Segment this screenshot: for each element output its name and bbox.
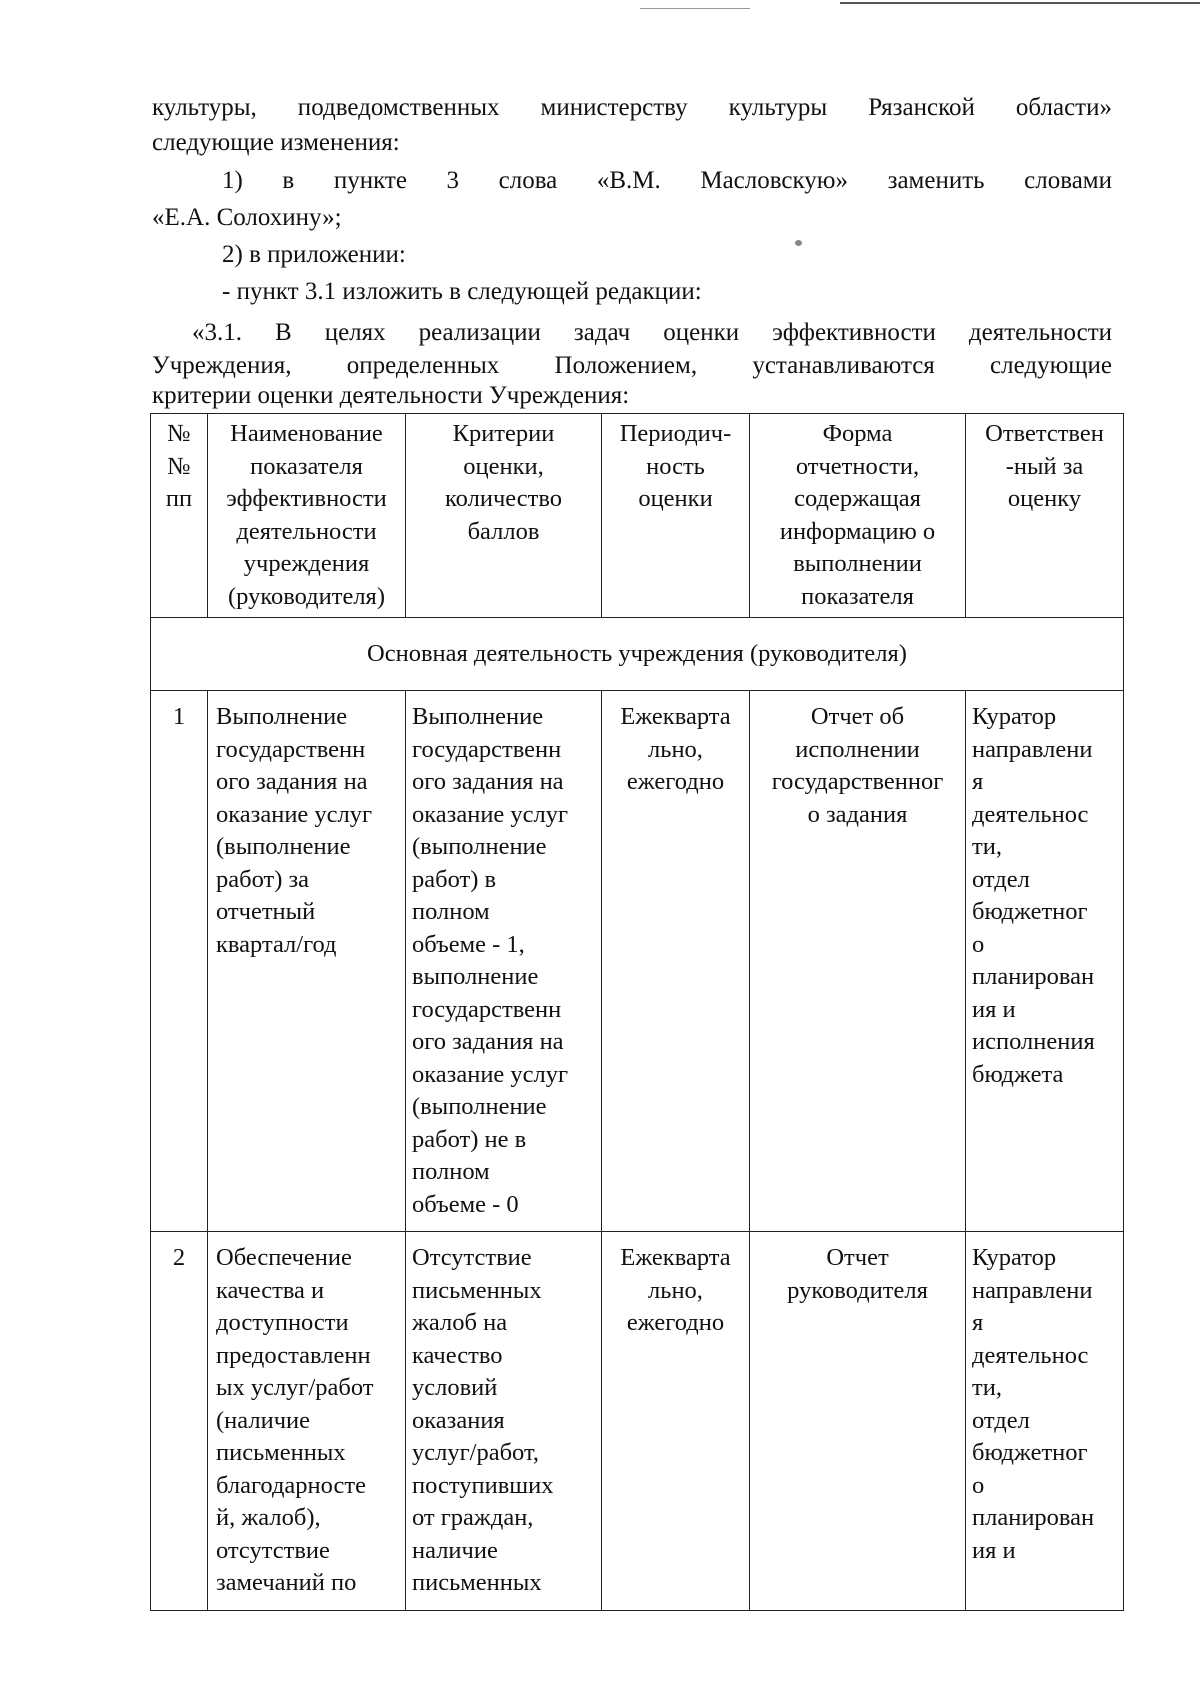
paragraph-line-3: 1) в пункте 3 слова «В.М. Масловскую» заменить словами [222,167,1112,194]
header-periodicity: Периодич- ность оценки [602,414,750,618]
row-report-form: Отчет руководителя [750,1232,966,1611]
paragraph-line-8: Учреждения, определенных Положением, устанавливаются следующие [152,352,1112,379]
row-criteria: Отсутствие письменных жалоб на качество условий оказания услуг/работ, поступивших от граждан, наличие письменных [406,1232,602,1611]
paragraph-line-1: культуры, подведомственных министерству культуры Рязанской области» [152,94,1112,121]
row-responsible: Куратор направлени я деятельнос ти, отдел бюджетног о планирован ия и исполнения бюджета [966,691,1124,1232]
paragraph-line-9: критерии оценки деятельности Учреждения: [152,382,630,409]
table-row [151,691,1124,1232]
section-title: Основная деятельность учреждения (руководителя) [151,618,1124,691]
row-indicator-name: Выполнение государственн ого задания на оказание услуг (выполнение работ) за отчетный квартал/год [208,691,406,1232]
criteria-table [150,413,1124,1611]
header-criteria: Критерии оценки, количество баллов [406,414,602,618]
paragraph-line-4: «Е.А. Солохину»; [152,204,342,231]
row-number: 2 [151,1232,208,1611]
header-number: № № пп [151,414,208,618]
paragraph-line-2: следующие изменения: [152,129,400,156]
row-responsible: Куратор направлени я деятельнос ти, отдел бюджетног о планирован ия и [966,1232,1124,1611]
table-header-row [151,414,1124,618]
row-number: 1 [151,691,208,1232]
row-criteria: Выполнение государственн ого задания на оказание услуг (выполнение работ) в полном объеме - 1, выполнение государственн ого задания на оказание услуг (выполнение работ) не в полном объеме - 0 [406,691,602,1232]
paragraph-line-5: 2) в приложении: [222,241,406,268]
paragraph-line-6: - пункт 3.1 изложить в следующей редакции: [222,278,702,305]
table-section-row [151,618,1124,691]
header-report-form: Форма отчетности, содержащая информацию о выполнении показателя [750,414,966,618]
row-indicator-name: Обеспечение качества и доступности предоставленн ых услуг/работ (наличие письменных благодарносте й, жалоб), отсутствие замечаний по [208,1232,406,1611]
row-periodicity: Ежекварта льно, ежегодно [602,1232,750,1611]
scan-edge-line [840,2,1200,4]
table-row [151,1232,1124,1611]
paragraph-line-7: «3.1. В целях реализации задач оценки эффективности деятельности [192,319,1112,346]
header-indicator-name: Наименование показателя эффективности деятельности учреждения (руководителя) [208,414,406,618]
scan-edge-line-short [640,8,750,9]
row-periodicity: Ежекварта льно, ежегодно [602,691,750,1232]
row-report-form: Отчет об исполнении государственног о задания [750,691,966,1232]
header-responsible: Ответствен -ный за оценку [966,414,1124,618]
